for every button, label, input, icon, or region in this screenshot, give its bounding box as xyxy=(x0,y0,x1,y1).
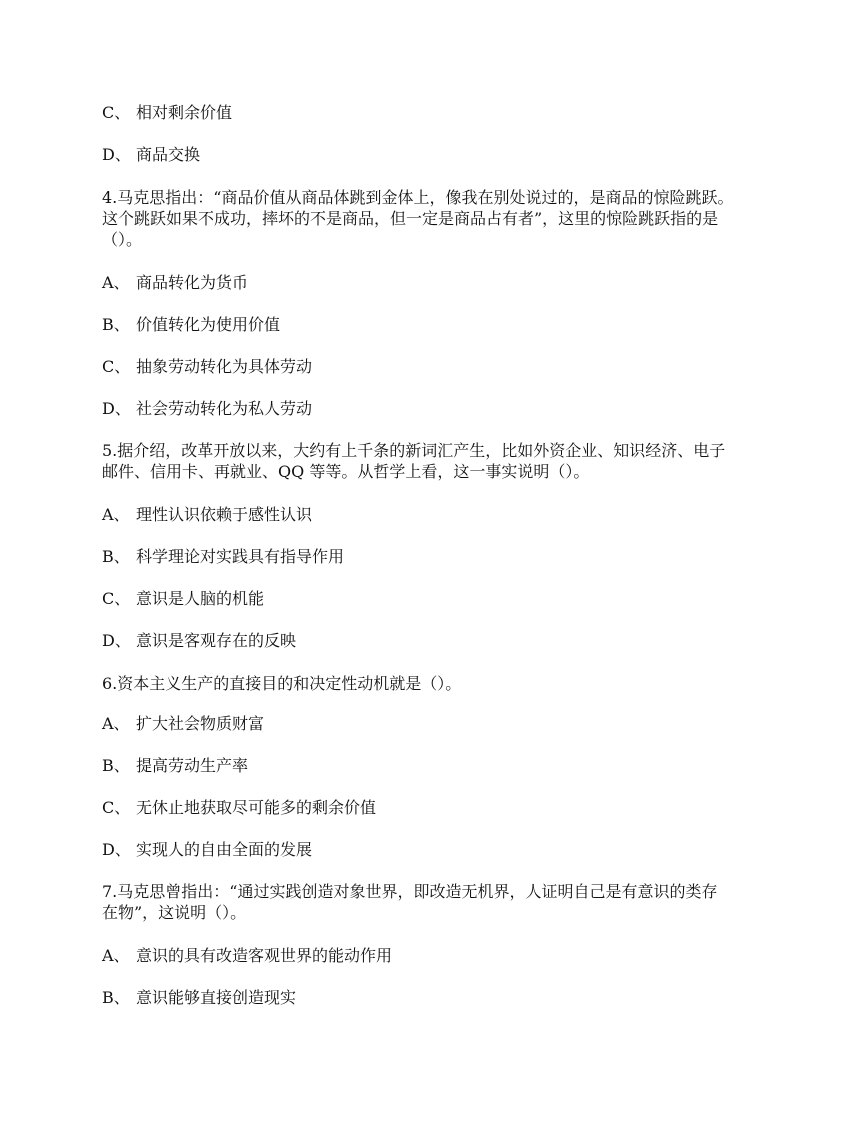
option-b xyxy=(102,756,248,776)
option-b xyxy=(102,988,296,1008)
question-6 xyxy=(102,673,772,694)
option-text: 理性认识依赖于感性认识 xyxy=(136,505,313,524)
question-line: 6.资本主义生产的直接目的和决定性动机就是（）。 xyxy=(102,674,462,693)
option-a xyxy=(102,946,392,966)
option-letter: B、 xyxy=(102,988,130,1007)
option-letter: A、 xyxy=(102,505,130,524)
option-letter: D、 xyxy=(102,145,131,164)
option-text: 意识是人脑的机能 xyxy=(136,589,265,608)
option-c xyxy=(102,589,264,609)
question-4 xyxy=(102,187,772,250)
question-line: 这个跳跃如果不成功，摔坏的不是商品，但一定是商品占有者”，这里的惊险跳跃指的是 xyxy=(102,209,719,228)
option-text: 实现人的自由全面的发展 xyxy=(136,840,313,859)
option-letter: B、 xyxy=(102,756,130,775)
option-text: 扩大社会物质财富 xyxy=(136,714,265,733)
option-letter: D、 xyxy=(102,399,131,418)
option-b xyxy=(102,315,280,335)
option-text: 科学理论对实践具有指导作用 xyxy=(136,547,345,566)
option-c xyxy=(102,798,376,818)
question-line: 邮件、信用卡、再就业、QQ 等等。从哲学上看，这一事实说明（）。 xyxy=(102,462,590,481)
option-text: 意识的具有改造客观世界的能动作用 xyxy=(136,946,393,965)
option-d xyxy=(102,631,296,651)
option-text: 无休止地获取尽可能多的剩余价值 xyxy=(136,798,377,817)
option-letter: C、 xyxy=(102,589,131,608)
question-5 xyxy=(102,440,772,482)
option-text: 商品转化为货币 xyxy=(136,273,249,292)
option-a xyxy=(102,714,264,734)
question-line: 4.马克思指出：“商品价值从商品体跳到金体上，像我在别处说过的，是商品的惊险跳跃。 xyxy=(102,188,734,207)
option-text: 抽象劳动转化为具体劳动 xyxy=(136,357,313,376)
option-letter: C、 xyxy=(102,798,131,817)
question-line: 5.据介绍，改革开放以来，大约有上千条的新词汇产生，比如外资企业、知识经济、电子 xyxy=(102,441,726,460)
option-letter: C、 xyxy=(102,357,131,376)
option-b xyxy=(102,547,344,567)
option-letter: B、 xyxy=(102,547,130,566)
option-letter: C、 xyxy=(102,103,131,122)
option-d xyxy=(102,840,312,860)
option-letter: A、 xyxy=(102,946,130,965)
option-text: 提高劳动生产率 xyxy=(136,756,249,775)
option-c xyxy=(102,103,232,123)
question-line: 在物”，这说明（）。 xyxy=(102,903,247,922)
option-text: 商品交换 xyxy=(136,145,201,164)
option-text: 社会劳动转化为私人劳动 xyxy=(136,399,313,418)
option-a xyxy=(102,273,248,293)
question-line: （）。 xyxy=(102,230,143,249)
question-7 xyxy=(102,881,772,923)
option-letter: A、 xyxy=(102,273,130,292)
option-letter: A、 xyxy=(102,714,130,733)
question-line: 7.马克思曾指出：“通过实践创造对象世界，即改造无机界，人证明自己是有意识的类存 xyxy=(102,882,718,901)
option-text: 意识是客观存在的反映 xyxy=(136,631,297,650)
option-text: 价值转化为使用价值 xyxy=(136,315,281,334)
option-letter: B、 xyxy=(102,315,130,334)
option-d xyxy=(102,145,200,165)
option-d xyxy=(102,399,312,419)
option-a xyxy=(102,505,312,525)
option-c xyxy=(102,357,312,377)
option-text: 意识能够直接创造现实 xyxy=(136,988,297,1007)
option-text: 相对剩余价值 xyxy=(136,103,233,122)
option-letter: D、 xyxy=(102,840,131,859)
option-letter: D、 xyxy=(102,631,131,650)
